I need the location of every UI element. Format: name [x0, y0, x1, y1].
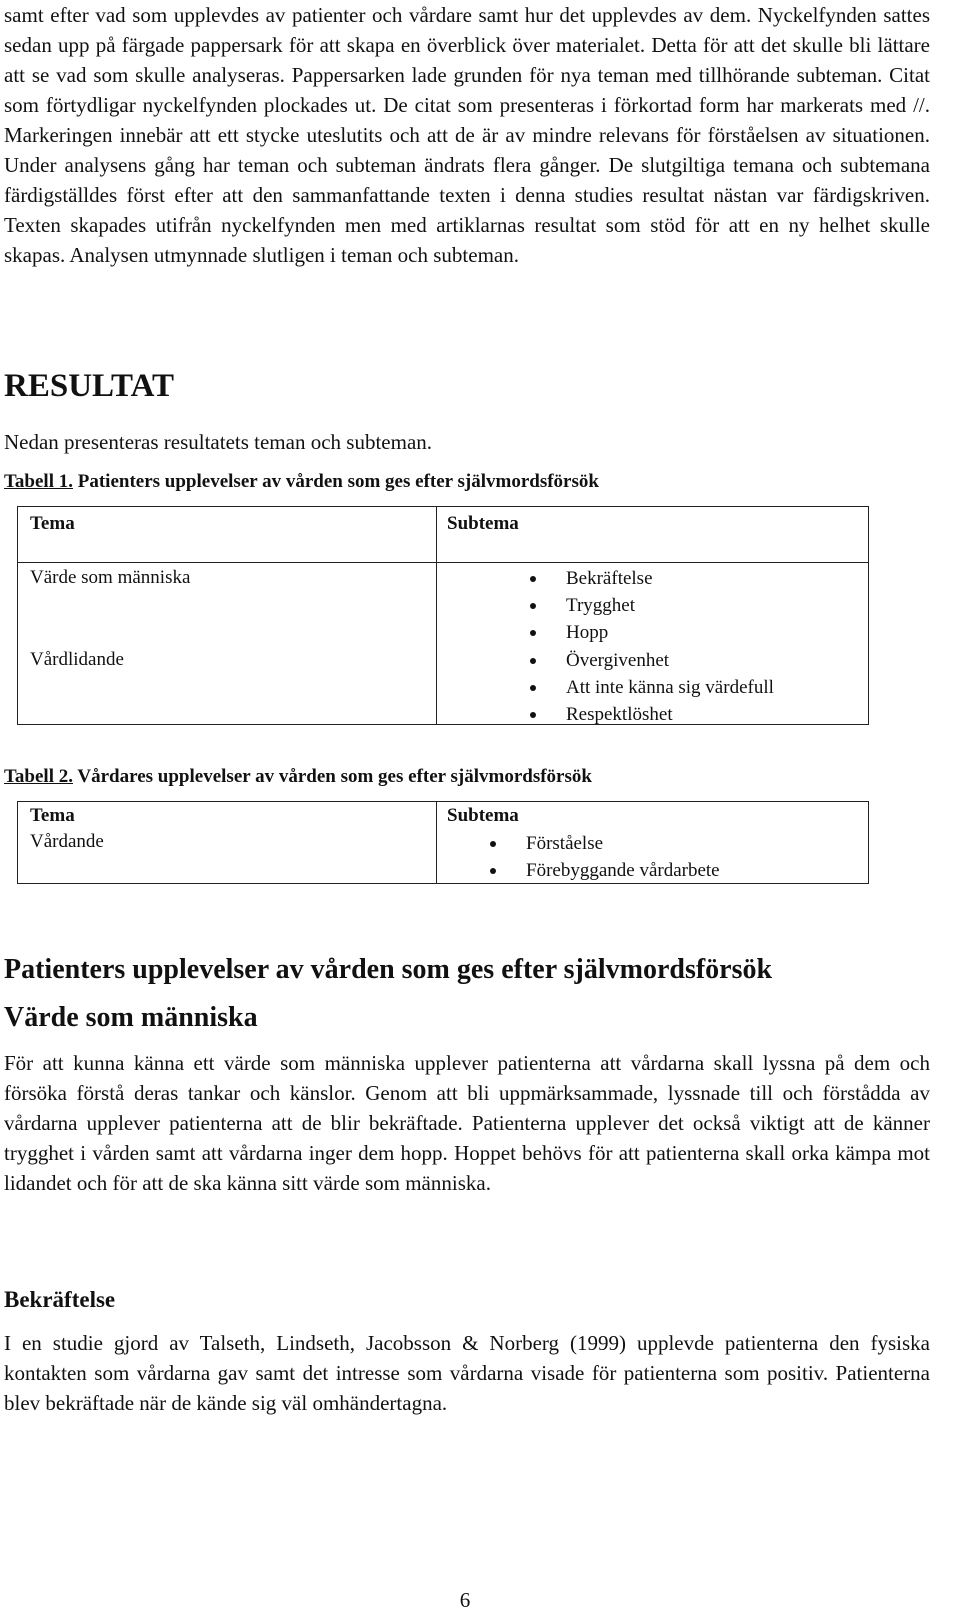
table1-subtheme: Respektlöshet — [530, 701, 774, 728]
table2-header-subtema: Subtema — [447, 805, 519, 826]
table2-label: Tabell 2. — [4, 766, 73, 787]
table1-caption — [4, 470, 599, 494]
table1-label: Tabell 1. — [4, 471, 73, 492]
table1-subtheme: Övergivenhet — [530, 647, 774, 674]
section-heading: Patienters upplevelser av vården som ges efter självmordsförsök — [4, 954, 773, 985]
table2-caption — [4, 765, 592, 789]
table1-theme: Värde som människa — [30, 567, 191, 588]
table2-subtheme-list — [490, 830, 720, 884]
intro-paragraph: samt efter vad som upplevdes av patienter och vårdare samt hur det upplevdes av dem. Nyckelfynden sattes sedan upp på färgade pappersark för att skapa en överblick över materialet. Detta för att det skulle bli lättare att se vad som skulle analyseras. Pappersarken lade grunden för nya teman med tillhörande subteman. Citat som förtydligar nyckelfynden plockades ut. De citat som presenteras i förkortad form har markerats med //. Markeringen innebär att ett stycke uteslutits och att de är av mindre relevans för förståelsen av situationen. Under analysens gång har teman och subteman ändrats flera gånger. De slutgiltiga temana och subtemana färdigställdes först efter att den sammanfattande texten i denna studies resultat nästan var färdigskriven. Texten skapades utifrån nyckelfynden men med artiklarnas resultat som stöd för att en ny helhet skulle skapas. Analysen utmynnade slutligen i teman och subteman. — [4, 3, 930, 267]
table2-subtheme: Förståelse — [490, 830, 720, 857]
table2 — [17, 801, 869, 884]
bekraftelse-paragraph: I en studie gjord av Talseth, Lindseth, Jacobsson & Norberg (1999) upplevde patienterna den fysiska kontakten som vårdarna gav samt det intresse som vårdarna visade för patienterna som positiv. Patienterna blev bekräftade när de kände sig väl omhändertagna. — [4, 1331, 930, 1415]
table1-subtheme: Hopp — [530, 619, 774, 646]
bekraftelse-heading: Bekräftelse — [4, 1287, 116, 1312]
table2-header-tema: Tema — [30, 805, 75, 826]
table1-subtheme: Bekräftelse — [530, 565, 774, 592]
table1-header-divider — [18, 562, 868, 563]
results-intro: Nedan presenteras resultatets teman och subteman. — [4, 430, 433, 454]
table2-title: Vårdares upplevelser av vården som ges efter självmordsförsök — [73, 766, 592, 787]
results-heading: RESULTAT — [4, 368, 174, 404]
page-number: 6 — [459, 1588, 471, 1612]
table1-subtheme-list — [530, 565, 774, 728]
subsection-paragraph: För att kunna känna ett värde som människa upplever patienterna att vårdarna skall lyssna på dem och försöka förstå deras tankar och känslor. Genom att bli uppmärksammade, lyssnade till och förstådda av vårdarna upplever patienterna att de blir bekräftade. Patienterna upplever det också viktigt att de känner trygghet i vården samt att vårdarna inger dem hopp. Hoppet behövs för att patienterna skall orka kämpa mot lidandet och för att de ska känna sitt värde som människa. — [4, 1051, 930, 1195]
table1-subtheme: Att inte känna sig värdefull — [530, 674, 774, 701]
table1-header-tema: Tema — [30, 513, 75, 534]
table2-column-divider — [436, 802, 437, 883]
table1 — [17, 506, 869, 725]
table1-header-subtema: Subtema — [447, 513, 519, 534]
table1-title: Patienters upplevelser av vården som ges efter självmordsförsök — [73, 471, 599, 492]
table2-theme: Vårdande — [30, 831, 104, 852]
subsection-heading: Värde som människa — [4, 1002, 258, 1033]
table2-subtheme: Förebyggande vårdarbete — [490, 857, 720, 884]
table1-column-divider — [436, 507, 437, 724]
table1-subtheme: Trygghet — [530, 592, 774, 619]
table1-theme: Vårdlidande — [30, 649, 124, 670]
